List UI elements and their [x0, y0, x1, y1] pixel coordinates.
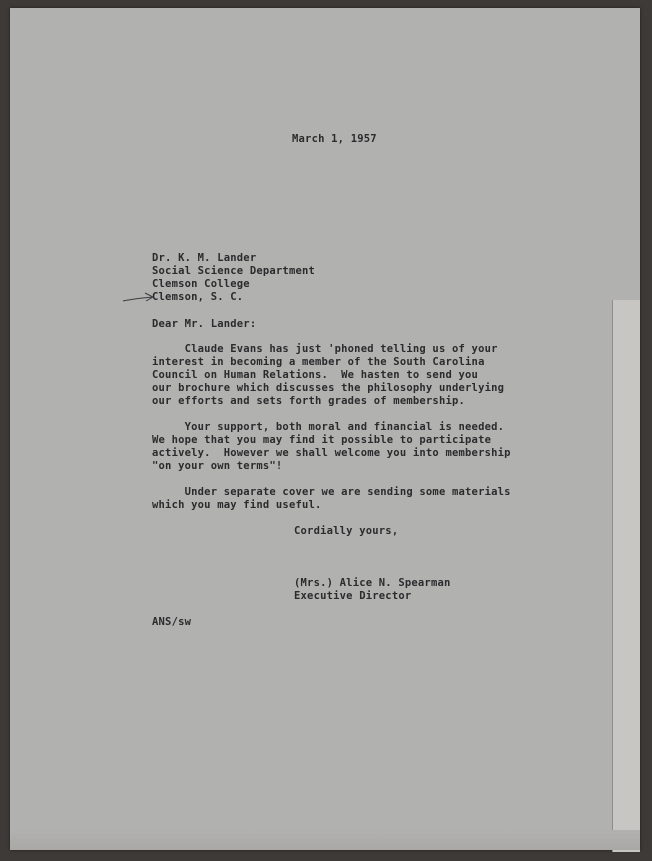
recipient-line: Clemson, S. C. — [152, 291, 244, 303]
paper-strip — [612, 300, 640, 852]
paragraph-line: "on your own terms"! — [152, 460, 283, 472]
paper-bottom-edge — [10, 830, 640, 850]
hand-drawn-arrow-icon — [122, 290, 156, 306]
letter-date: March 1, 1957 — [292, 133, 377, 145]
signature-name: (Mrs.) Alice N. Spearman — [294, 577, 451, 589]
paragraph-line: Under separate cover we are sending some materials — [152, 486, 511, 498]
recipient-line: Social Science Department — [152, 265, 316, 277]
paragraph-line: our efforts and sets forth grades of membership. — [152, 395, 466, 407]
paragraph-line: Claude Evans has just 'phoned telling us of your — [152, 343, 498, 355]
paragraph-line: We hope that you may find it possible to participate — [152, 434, 492, 446]
paragraph-line: actively. However we shall welcome you into membership — [152, 447, 511, 459]
closing: Cordially yours, — [294, 525, 399, 537]
paragraph-line: Council on Human Relations. We hasten to send you — [152, 369, 479, 381]
paragraph-line: our brochure which discusses the philosophy underlying — [152, 382, 505, 394]
salutation: Dear Mr. Lander: — [152, 318, 257, 330]
recipient-line: Clemson College — [152, 278, 250, 290]
paragraph-line: interest in becoming a member of the South Carolina — [152, 356, 485, 368]
recipient-line: Dr. K. M. Lander — [152, 252, 257, 264]
typist-initials: ANS/sw — [152, 616, 192, 628]
paragraph-line: Your support, both moral and financial is needed. — [152, 421, 505, 433]
paragraph-line: which you may find useful. — [152, 499, 322, 511]
paper-strip-edge — [612, 300, 613, 852]
signature-title: Executive Director — [294, 590, 412, 602]
